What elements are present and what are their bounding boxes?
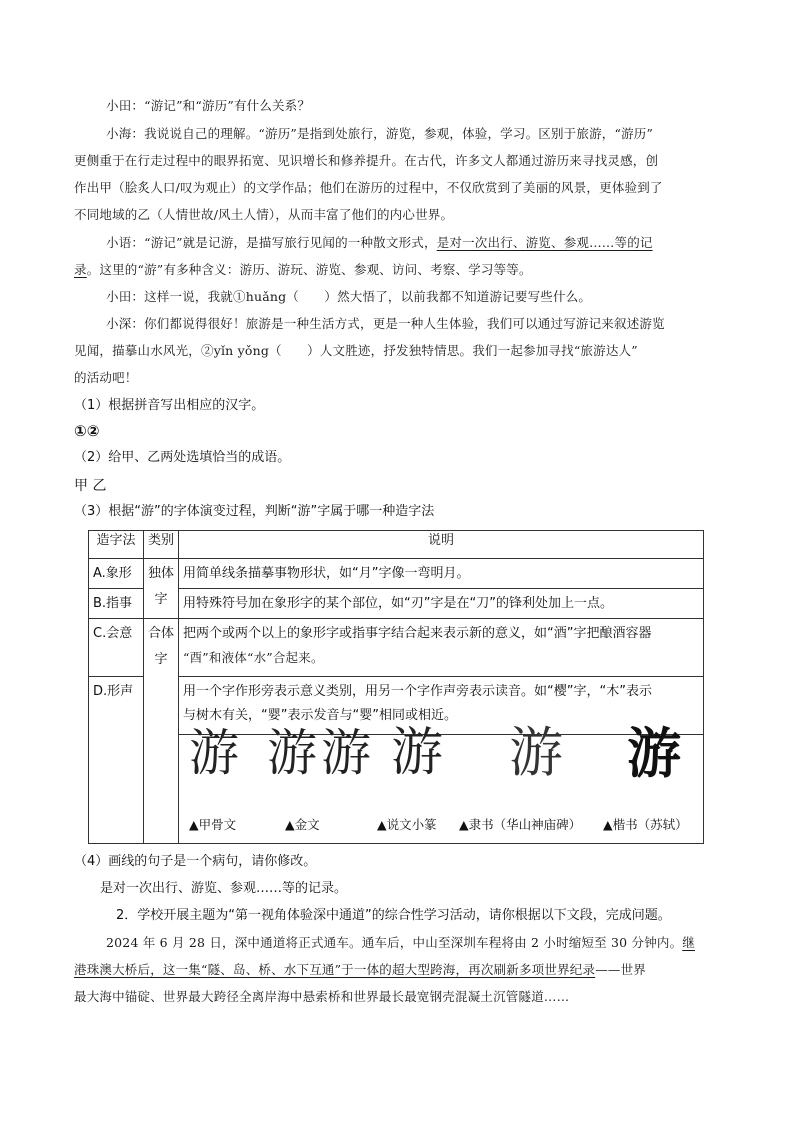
- dialogue-line-8: 小田：这样一说，我就①huǎng（ ）然大悟了，以前我都不知道游记要写些什么。: [106, 289, 592, 304]
- caption-oracle: ▲甲骨文: [189, 817, 237, 832]
- table-header-description: 说明: [179, 531, 704, 559]
- dialogue-line-6-text: 小语：“游记”就是记游，是描写旅行见闻的一种散文形式，: [106, 235, 437, 250]
- dialogue-line-7-text: 。这里的“游”有多种含义：游历、游玩、游览、参观、访问、考察、学习等等。: [86, 262, 532, 277]
- desc-b: 用特殊符号加在象形字的某个部位，如“刃”字是在“刀”的锋利处加上一点。: [179, 589, 704, 619]
- method-c: C.会意: [89, 619, 144, 677]
- question-2: （2）给甲、乙两处选填恰当的成语。: [74, 450, 291, 465]
- table-header-method: 造字法: [89, 531, 144, 559]
- caption-clerical: ▲隶书（华山神庙碑）: [459, 817, 582, 832]
- caption-seal: ▲说文小篆: [377, 817, 437, 832]
- dialogue-line-9: 小深：你们都说得很好！旅游是一种生活方式，更是一种人生体验，我们可以通过写游记来叙述游览: [106, 316, 665, 331]
- category-compound: 合体 字: [144, 619, 179, 844]
- character-formation-table: [88, 530, 704, 844]
- glyph-evolution-panel: [179, 721, 704, 844]
- dialogue-line-7: [74, 260, 532, 280]
- section-2-line-1: 2024 年 6 月 28 日，深中通道将正式通车。通车后，中山至深圳车程将由 2 小时缩短至 30 分钟内。继: [106, 935, 695, 950]
- category-single: 独体 字: [144, 559, 179, 619]
- dialogue-line-2: 小海：我说说自己的理解。“游历”是指到处旅行，游览，参观，体验，学习。区别于旅游，“游历”: [106, 126, 654, 141]
- desc-a: 用简单线条描摹事物形状，如“月”字像一弯明月。: [179, 559, 704, 589]
- dialogue-line-11: 的活动吧！: [74, 370, 138, 385]
- question-1: （1）根据拼音写出相应的汉字。: [74, 398, 265, 413]
- bronze-glyph-2: 游: [321, 724, 371, 782]
- method-d: D.形声: [89, 677, 144, 844]
- caption-bronze: ▲金文: [285, 817, 320, 832]
- oracle-bone-glyph: 游: [189, 724, 239, 782]
- dialogue-line-4: 作出甲（脍炙人口/叹为观止）的文学作品；他们在游历的过程中，不仅欣赏到了美丽的风景，更体验到了: [74, 180, 663, 195]
- section-2-line-3: 最大海中锚碇、世界最大跨径全离岸海中悬索桥和世界最长最宽钢壳混凝土沉管隧道……: [74, 989, 570, 1004]
- section-2-line-2: 港珠澳大桥后，这一集“隧、岛、桥、水下互通”于一体的超大型跨海，再次刷新多项世界纪录——世界: [74, 962, 646, 977]
- answer-2-blanks: 甲 乙: [74, 478, 107, 494]
- question-4: （4）画线的句子是一个病句，请你修改。: [74, 854, 317, 869]
- table-header-category: 类别: [144, 531, 179, 559]
- table-row: [89, 559, 704, 589]
- answer-1-blanks: ①②: [74, 422, 100, 440]
- question-3: （3）根据“游”的字体演变过程，判断“游”字属于哪一种造字法: [74, 504, 435, 519]
- underlined-sentence-part1: 是对一次出行、游览、参观……等的记: [436, 235, 653, 250]
- dialogue-line-1: 小田：“游记”和“游历”有什么关系？: [106, 98, 311, 113]
- desc-d: 用一个字作形旁表示意义类别，用另一个字作声旁表示读音。如“樱”字，“木”表示 与树木有关，“婴”表示发音与“婴”相同或相近。: [179, 677, 704, 735]
- seal-glyph: 游: [391, 723, 444, 783]
- desc-c: 把两个或两个以上的象形字或指事字结合起来表示新的意义，如“酒”字把酿酒容器 “酉”和液体“水”合起来。: [179, 619, 704, 677]
- regular-glyph: 游: [627, 721, 681, 785]
- underlined-sentence-2-part1: 继: [682, 935, 695, 950]
- dialogue-line-5: 不同地域的乙（人情世故/风土人情），从而丰富了他们的内心世界。: [74, 207, 454, 222]
- dialogue-line-3: 更侧重于在行走过程中的眼界拓宽、见识增长和修养提升。在古代，许多文人都通过游历来寻找灵感，创: [74, 153, 659, 168]
- section-2-intro: 2．学校开展主题为“第一视角体验深中通道”的综合性学习活动，请你根据以下文段，完成问题。: [116, 908, 671, 923]
- method-a: A.象形: [89, 559, 144, 589]
- dialogue-line-6: [106, 233, 653, 253]
- underlined-sentence-part2: 录: [74, 262, 87, 277]
- table-row: [89, 735, 704, 844]
- method-b: B.指事: [89, 589, 144, 619]
- bronze-glyph: 游: [267, 724, 317, 782]
- caption-regular: ▲楷书（苏轼）: [603, 817, 688, 832]
- underlined-sentence-2-part2: 港珠澳大桥后，这一集“隧、岛、桥、水下互通”于一体的超大型跨海，再次刷新多项世界纪录: [74, 962, 596, 977]
- clerical-glyph: 游: [509, 721, 563, 784]
- table-row: [89, 589, 704, 619]
- table-row: [89, 619, 704, 677]
- answer-4: 是对一次出行、游览、参观……等的记录。: [100, 881, 348, 896]
- dialogue-line-10: 见闻，描摹山水风光，②yǐn yǒng（ ）人文胜迹，抒发独特情思。我们一起参加寻找“旅游达人”: [74, 343, 638, 358]
